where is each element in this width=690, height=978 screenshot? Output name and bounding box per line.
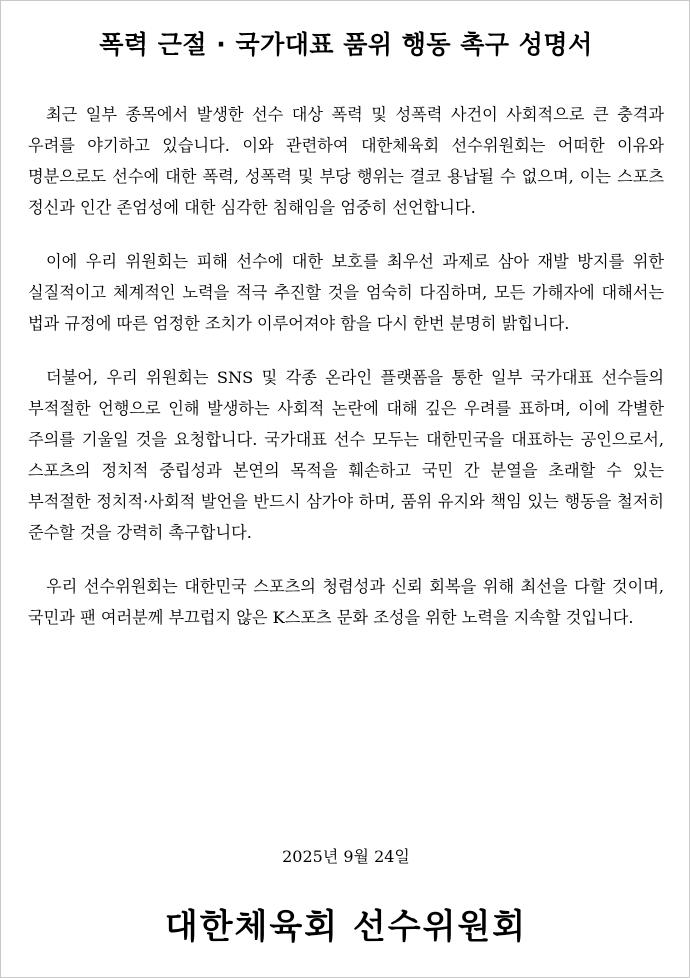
document-date: 2025년 9월 24일 xyxy=(282,847,410,866)
paragraph-2: 이에 우리 위원회는 피해 선수에 대한 보호를 최우선 과제로 삼아 재발 방지를 위한 실질적이고 체계적인 노력을 적극 추진할 것을 엄숙히 다짐하며, 모든 가해자에 대해서는 법과 규정에 따른 엄정한 조치가 이루어져야 함을 다시 한번 분명히 밝힙니다. xyxy=(28,252,664,333)
document-title: 폭력 근절 · 국가대표 품위 행동 촉구 성명서 xyxy=(99,30,593,59)
signature-organization: 대한체육회 선수위원회 xyxy=(164,907,528,947)
paragraph-1: 최근 일부 종목에서 발생한 선수 대상 폭력 및 성폭력 사건이 사회적으로 큰 충격과 우려를 야기하고 있습니다. 이와 관련하여 대한체육회 선수위원회는 어떠한 이유와 명분으로도 선수에 대한 폭력, 성폭력 및 부당 행위는 결코 용납될 수 없으며, 이는 스포츠 정신과 인간 존엄성에 대한 심각한 침해임을 엄중히 선언합니다. xyxy=(28,105,664,217)
document-body xyxy=(28,99,664,656)
paragraph-3: 더불어, 우리 위원회는 SNS 및 각종 온라인 플랫폼을 통한 일부 국가대표 선수들의 부적절한 언행으로 인해 발생하는 사회적 논란에 대해 깊은 우려를 표하며, 이에 각별한 주의를 기울일 것을 요청합니다. 국가대표 선수 모두는 대한민국을 대표하는 공인으로서, 스포츠의 정치적 중립성과 본연의 목적을 훼손하고 국민 간 분열을 초래할 수 있는 부적절한 정치적·사회적 발언을 반드시 삼가야 하며, 품위 유지와 책임 있는 행동을 철저히 준수할 것을 강력히 촉구합니다. xyxy=(28,368,664,542)
paragraph-4: 우리 선수위원회는 대한민국 스포츠의 청렴성과 신뢰 회복을 위해 최선을 다할 것이며, 국민과 팬 여러분께 부끄럽지 않은 K스포츠 문화 조성을 위한 노력을 지속할 것입니다. xyxy=(28,577,664,627)
